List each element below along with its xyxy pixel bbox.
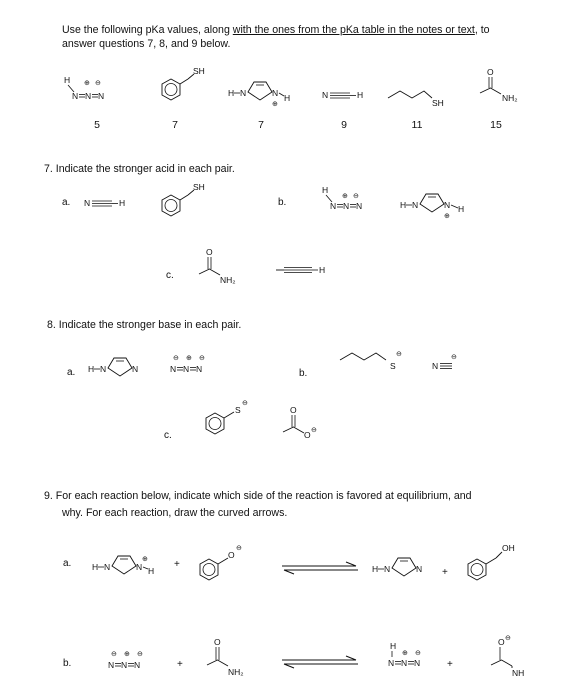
pka-value: 11 xyxy=(411,119,423,131)
atom-n: N xyxy=(384,564,391,574)
plus-charge: ⊕ xyxy=(142,556,148,563)
intro-text-line2: answer questions 7, 8, and 9 below. xyxy=(62,38,231,50)
atom-n: N xyxy=(272,88,279,98)
atom-o: O xyxy=(290,405,297,415)
atom-n: N xyxy=(183,364,190,374)
atom-o: O xyxy=(304,430,311,440)
atom-nh2: NH₂ xyxy=(502,93,518,103)
atom-n: N xyxy=(432,361,439,371)
atom-n: N xyxy=(414,658,421,668)
minus-charge: ⊖ xyxy=(505,635,511,642)
atom-o: O xyxy=(206,247,213,257)
butanethiolate-structure xyxy=(340,344,420,374)
atom-nh: NH xyxy=(512,668,525,678)
atom-nh2: NH₂ xyxy=(220,275,236,285)
atom-nh2: NH₂ xyxy=(228,667,244,677)
question-7-prompt: 7. Indicate the stronger acid in each pair. xyxy=(44,163,235,175)
minus-charge: ⊖ xyxy=(415,650,421,657)
question-8-prompt: 8. Indicate the stronger base in each pair. xyxy=(47,319,242,331)
atom-h: H xyxy=(372,564,379,574)
imidazolium-structure xyxy=(228,74,298,114)
minus-charge: ⊖ xyxy=(199,355,205,362)
plus-charge: ⊕ xyxy=(124,651,130,658)
atom-n: N xyxy=(412,200,419,210)
question-9-prompt-line1: 9. For each reaction below, indicate which side of the reaction is favored at equilibrium, and xyxy=(44,490,472,502)
atom-n: N xyxy=(401,658,408,668)
thiophenol-structure xyxy=(150,68,210,108)
part-a-label: a. xyxy=(67,367,76,378)
atom-n: N xyxy=(85,91,92,101)
atom-h: H xyxy=(64,75,71,85)
part-c-label: c. xyxy=(166,270,174,281)
atom-n: N xyxy=(136,562,143,572)
atom-h: H xyxy=(400,200,407,210)
atom-h: H xyxy=(284,93,291,103)
imidazole-structure xyxy=(372,546,442,582)
hydrazoic-acid-structure xyxy=(318,186,378,216)
part-c-label: c. xyxy=(164,430,172,441)
pka-value: 9 xyxy=(341,119,347,131)
atom-n: N xyxy=(98,91,105,101)
atom-n: N xyxy=(84,198,91,208)
acetamide-structure xyxy=(204,634,264,680)
equilibrium-arrows xyxy=(280,656,360,668)
phenoxide-structure xyxy=(190,536,260,586)
atom-sh: SH xyxy=(432,98,444,108)
plus-charge: ⊕ xyxy=(402,650,408,657)
atom-sh: SH xyxy=(193,182,205,192)
imidazole-structure xyxy=(88,348,158,384)
atom-h: H xyxy=(390,641,397,651)
minus-charge: ⊖ xyxy=(311,427,317,434)
atom-n: N xyxy=(108,660,115,670)
pka-value: 15 xyxy=(490,119,502,131)
part-b-label: b. xyxy=(299,368,308,379)
atom-n: N xyxy=(72,91,79,101)
part-a-label: a. xyxy=(63,558,72,569)
thiophenol-structure xyxy=(150,184,210,224)
minus-charge: ⊖ xyxy=(236,545,242,552)
phenol-structure xyxy=(458,534,538,584)
atom-n: N xyxy=(356,201,363,211)
plus-charge: ⊕ xyxy=(84,80,90,87)
atom-h: H xyxy=(322,185,329,195)
intro-text-1: Use the following pKa values, along xyxy=(62,24,233,36)
plus-charge: ⊕ xyxy=(444,213,450,220)
atom-s: S xyxy=(390,361,396,371)
atom-o: O xyxy=(487,67,494,77)
atom-n: N xyxy=(100,364,107,374)
equilibrium-arrows xyxy=(280,562,360,574)
minus-charge: ⊖ xyxy=(137,651,143,658)
plus-charge: ⊕ xyxy=(342,193,348,200)
atom-o: O xyxy=(498,637,505,647)
intro-underlined-text: with the ones from the pKa table in the notes or text xyxy=(232,24,475,36)
plus-charge: ⊕ xyxy=(272,101,278,108)
intro-paragraph xyxy=(62,23,490,51)
atom-h: H xyxy=(148,566,155,576)
atom-h: H xyxy=(357,90,364,100)
atom-n: N xyxy=(388,658,395,668)
part-b-label: b. xyxy=(63,658,72,669)
atom-oh: OH xyxy=(502,543,515,553)
plus-charge: ⊕ xyxy=(186,355,192,362)
plus-sign: + xyxy=(174,559,180,570)
intro-text-2: , to xyxy=(474,24,490,36)
atom-n: N xyxy=(322,90,329,100)
plus-sign: + xyxy=(447,659,453,670)
atom-s: S xyxy=(235,405,241,415)
atom-n: N xyxy=(196,364,203,374)
atom-n: N xyxy=(121,660,128,670)
atom-h: H xyxy=(119,198,126,208)
acetate-anion-structure xyxy=(282,404,342,444)
pka-value: 7 xyxy=(172,119,178,131)
plus-sign: + xyxy=(442,567,448,578)
atom-n: N xyxy=(170,364,177,374)
part-b-label: b. xyxy=(278,197,287,208)
imidazolium-structure xyxy=(92,546,172,582)
cyanide-anion-structure xyxy=(432,352,472,376)
atom-h: H xyxy=(88,364,95,374)
atom-h: H xyxy=(319,265,326,275)
question-9-prompt-line2: why. For each reaction, draw the curved arrows. xyxy=(62,507,288,519)
atom-n: N xyxy=(444,200,451,210)
minus-charge: ⊖ xyxy=(111,651,117,658)
plus-sign: + xyxy=(177,659,183,670)
hydrogen-cyanide-structure xyxy=(322,88,372,104)
acetamide-structure xyxy=(196,244,256,288)
imidazolium-structure xyxy=(400,186,480,226)
pka-value: 5 xyxy=(94,119,100,131)
acetamide-anion-structure xyxy=(488,634,548,680)
atom-n: N xyxy=(134,660,141,670)
azide-anion-structure xyxy=(108,648,168,676)
atom-o: O xyxy=(228,550,235,560)
minus-charge: ⊖ xyxy=(173,355,179,362)
hydrazoic-acid-structure xyxy=(60,76,120,106)
minus-charge: ⊖ xyxy=(396,351,402,358)
atom-h: H xyxy=(458,204,465,214)
atom-sh: SH xyxy=(193,66,205,76)
atom-o: O xyxy=(214,637,221,647)
atom-h: H xyxy=(92,562,99,572)
atom-n: N xyxy=(104,562,111,572)
atom-n: N xyxy=(330,201,337,211)
atom-h: H xyxy=(228,88,235,98)
minus-charge: ⊖ xyxy=(242,400,248,407)
butanethiol-structure xyxy=(388,84,458,114)
minus-charge: ⊖ xyxy=(95,80,101,87)
acetamide-structure xyxy=(474,66,534,106)
atom-n: N xyxy=(416,564,423,574)
pka-value: 7 xyxy=(258,119,264,131)
atom-n: N xyxy=(343,201,350,211)
part-a-label: a. xyxy=(62,197,71,208)
hydrogen-cyanide-structure xyxy=(84,196,134,212)
minus-charge: ⊖ xyxy=(451,354,457,361)
atom-n: N xyxy=(240,88,247,98)
thiophenolate-structure xyxy=(196,396,266,440)
hydrazoic-acid-structure xyxy=(386,642,446,672)
propyne-structure xyxy=(276,262,336,278)
minus-charge: ⊖ xyxy=(353,193,359,200)
azide-anion-structure xyxy=(170,352,230,380)
atom-n: N xyxy=(132,364,139,374)
